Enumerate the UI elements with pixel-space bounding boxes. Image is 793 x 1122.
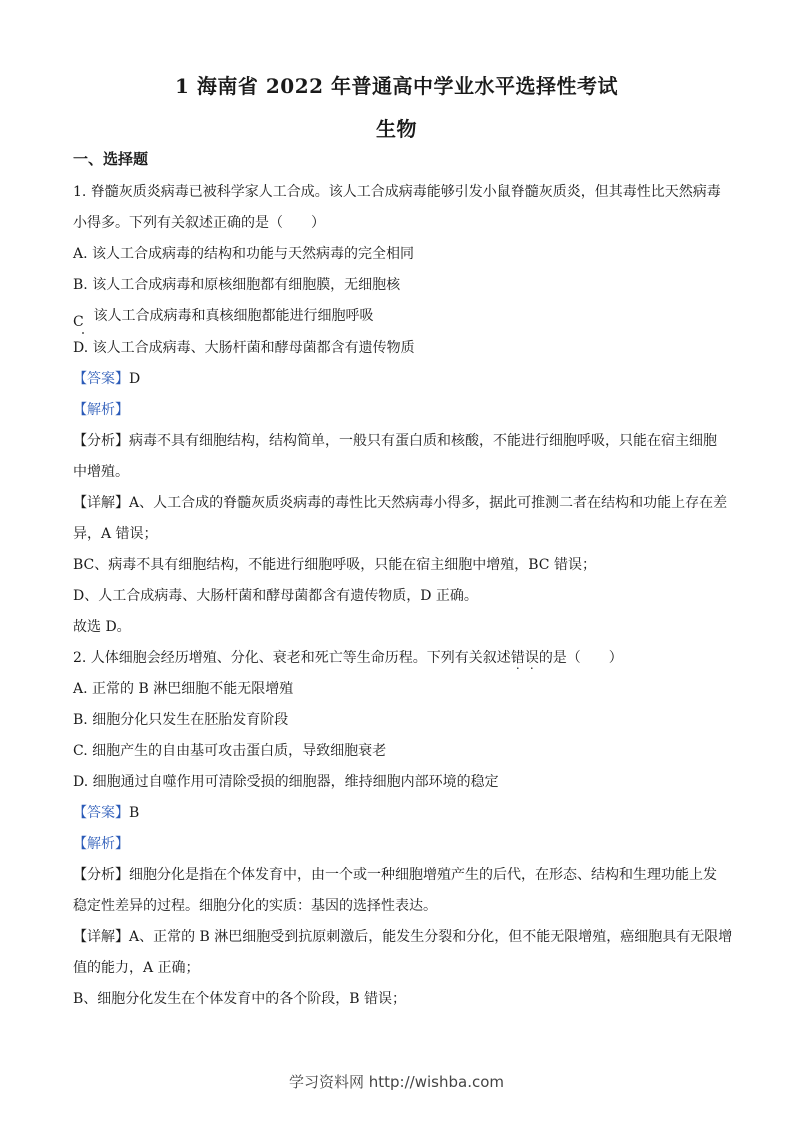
q2-stem-post: 的是（ ） [538,650,623,666]
q1-analysis-tag: 【解析】 [73,402,129,418]
q2-stem-emphasis-char2: 误 [524,650,539,666]
footer-watermark: 学习资料网 http://wishba.com [289,1073,504,1091]
q2-stem-pre: 2. 人体细胞会经历增殖、分化、衰老和死亡等生命历程。下列有关叙述 [73,650,511,666]
q2-xiangjie-line3: B、细胞分化发生在个体发育中的各个阶段，B 错误； [73,991,407,1007]
q1-stem-line2: 小得多。下列有关叙述正确的是（ ） [73,215,325,231]
q2-answer-value: B [129,805,140,821]
q1-option-d: D. 该人工合成病毒、大肠杆菌和酵母菌都含有遗传物质 [73,340,415,356]
q1-option-a: A. 该人工合成病毒的结构和功能与天然病毒的完全相同 [73,246,415,262]
q1-answer-value: D [129,371,141,387]
q1-xiangjie-line2: 异，A 错误； [73,526,158,542]
q2-stem [73,648,723,668]
q2-answer [73,803,723,823]
q2-option-a: A. 正常的 B 淋巴细胞不能无限增殖 [73,681,294,697]
q1-option-c-text: 该人工合成病毒和真核细胞都能进行细胞呼吸 [93,308,374,324]
document-body [73,149,733,1009]
section-heading: 一、选择题 [73,150,149,168]
q2-option-c: C. 细胞产生的自由基可攻击蛋白质，导致细胞衰老 [73,743,387,759]
q1-xiangjie-line4: D、人工合成病毒、大肠杆菌和酵母菌都含有遗传物质，D 正确。 [73,588,478,604]
q1-xiangjie-line5: 故选 D。 [73,619,131,635]
page-title: 1 海南省 2022 年普通高中学业水平选择性考试 [175,74,618,98]
q2-option-b: B. 细胞分化只发生在胚胎发育阶段 [73,712,289,728]
q2-fenxi-line2: 稳定性差异的过程。细胞分化的实质：基因的选择性表达。 [73,898,437,914]
q1-option-c-letter: C [73,314,84,330]
q2-analysis-tag: 【解析】 [73,836,129,852]
page-subtitle: 生物 [376,117,417,141]
q2-fenxi-line1: 【分析】细胞分化是指在个体发育中，由一个或一种细胞增殖产生的后代，在形态、结构和生理功能上发 [73,867,717,883]
q2-xiangjie-line1: 【详解】A、正常的 B 淋巴细胞受到抗原刺激后，能发生分裂和分化，但不能无限增殖，癌细胞具有无限增 [73,929,733,945]
q1-option-b: B. 该人工合成病毒和原核细胞都有细胞膜，无细胞核 [73,277,401,293]
q1-option-c [73,306,723,338]
q2-stem-emphasis [511,650,539,666]
q2-stem-emphasis-char1: 错 [510,650,525,666]
q2-xiangjie-line2: 值的能力，A 正确； [73,960,200,976]
q1-xiangjie-line3: BC、病毒不具有细胞结构，不能进行细胞呼吸，只能在宿主细胞中增殖，BC 错误； [73,557,596,573]
q1-answer-tag: 【答案】 [73,371,129,387]
q2-option-d: D. 细胞通过自噬作用可清除受损的细胞器，维持细胞内部环境的稳定 [73,774,499,790]
q2-answer-tag: 【答案】 [73,805,129,821]
q1-xiangjie-line1: 【详解】A、人工合成的脊髓灰质炎病毒的毒性比天然病毒小得多，据此可推测二者在结构和功能上存在差 [73,495,728,511]
q1-answer [73,369,723,389]
q1-fenxi-line1: 【分析】病毒不具有细胞结构，结构简单，一般只有蛋白质和核酸，不能进行细胞呼吸，只能在宿主细胞 [73,433,717,449]
q1-option-c-dot [82,332,84,334]
q1-stem-line1: 1. 脊髓灰质炎病毒已被科学家人工合成。该人工合成病毒能够引发小鼠脊髓灰质炎，但其毒性比天然病毒 [73,184,721,200]
q1-fenxi-line2: 中增殖。 [73,464,129,480]
